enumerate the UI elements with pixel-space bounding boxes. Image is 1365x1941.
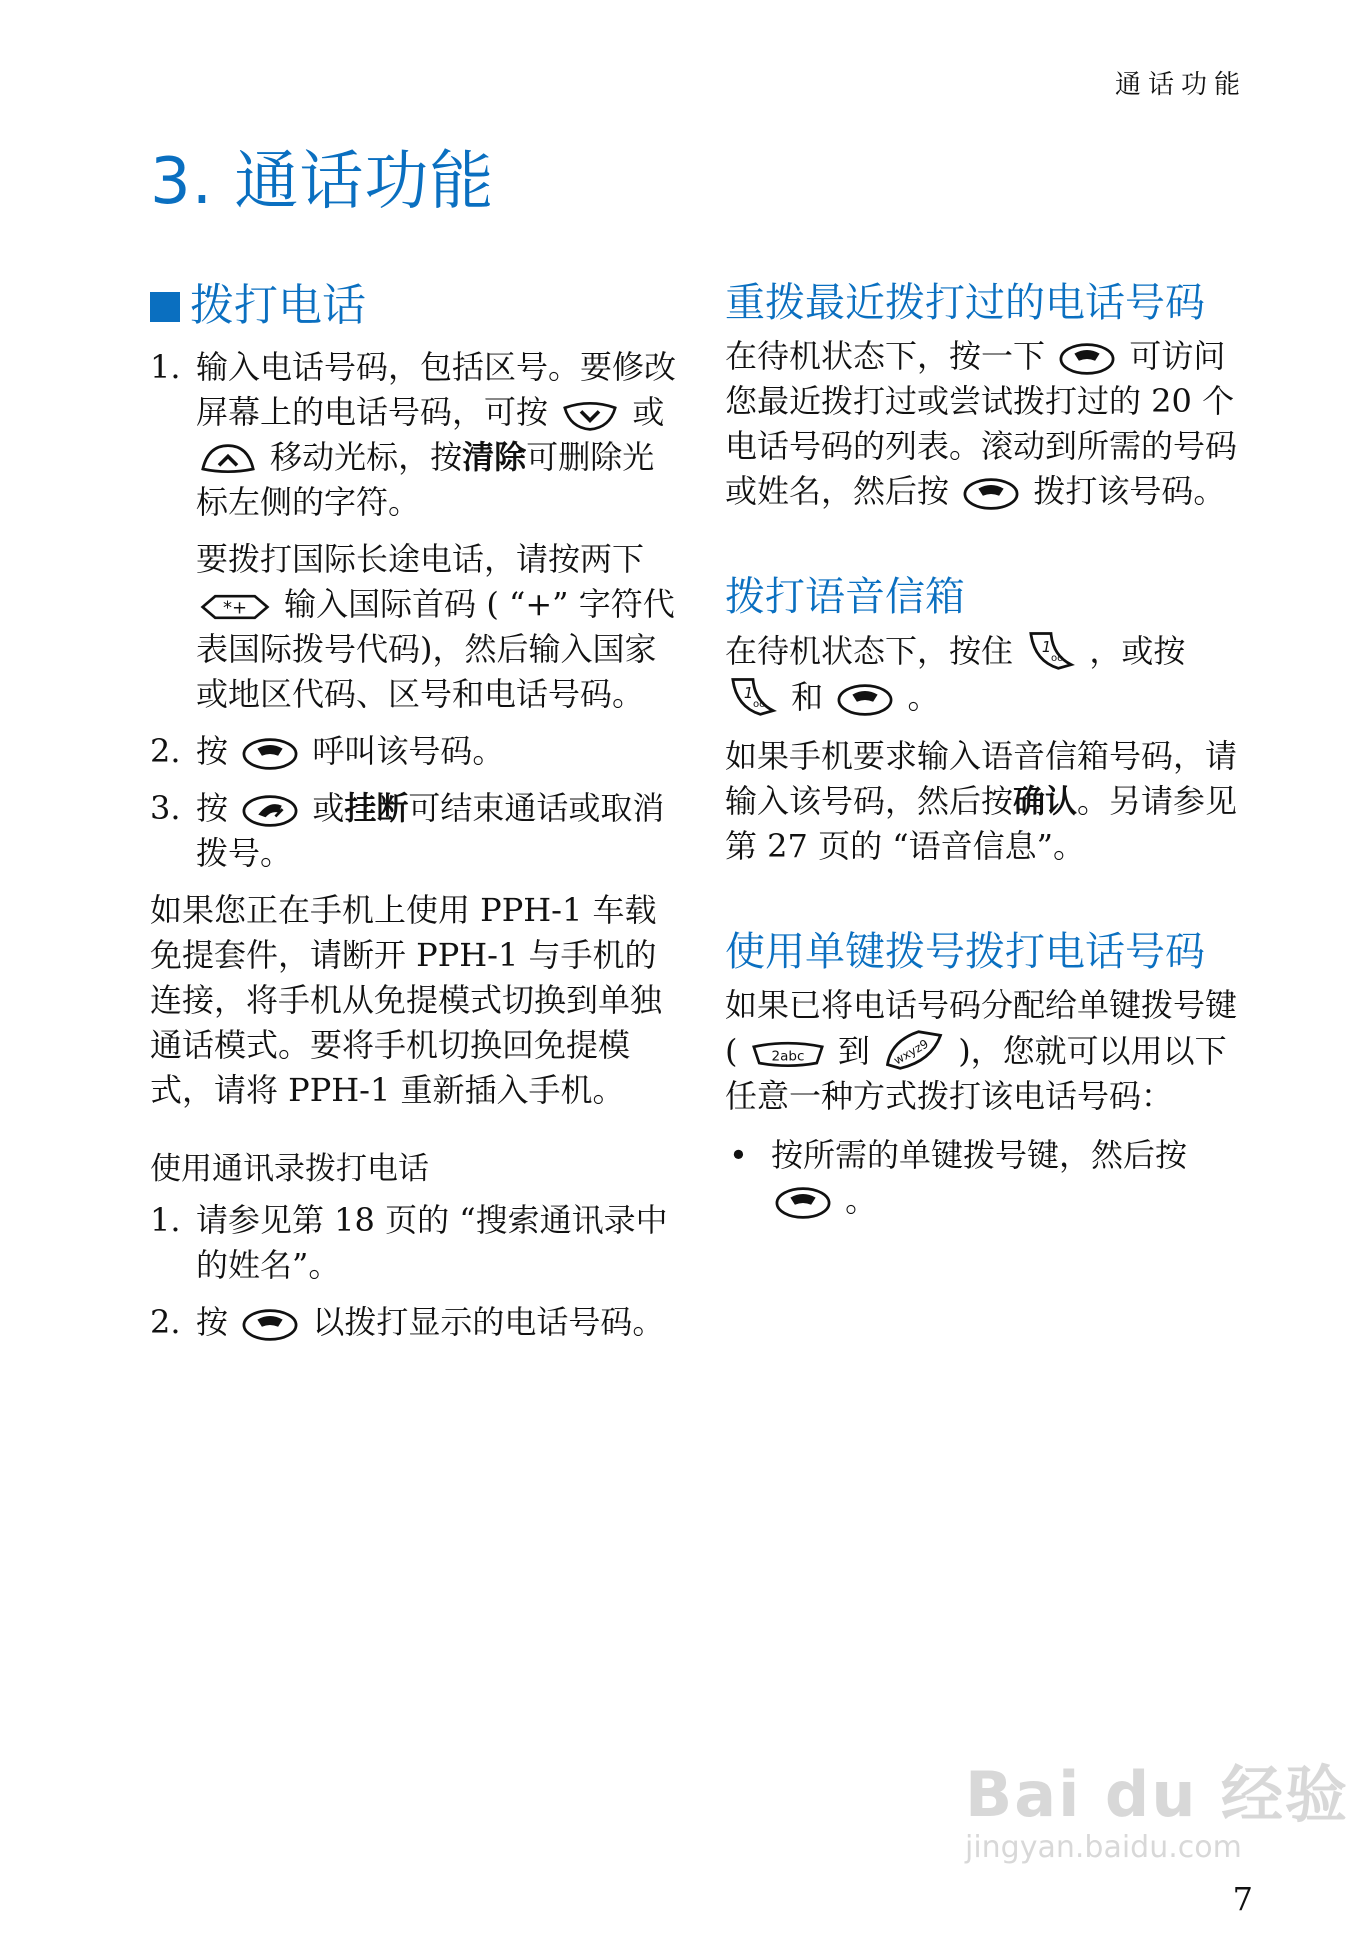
right-column	[725, 280, 1245, 1223]
two-key-icon	[750, 1036, 826, 1072]
call-key-icon	[835, 682, 895, 718]
scroll-down-key-icon	[560, 397, 620, 433]
one-key-icon	[1025, 628, 1077, 672]
call-key-icon	[240, 736, 300, 772]
scroll-up-key-icon	[198, 442, 258, 478]
page-number: 7	[1232, 1880, 1253, 1918]
list-item: 2. 按 呼叫该号码。	[150, 731, 505, 770]
end-key-icon	[240, 793, 300, 829]
list-item: 1. 请参见第 18 页的 “搜索通讯录中的姓名”。	[150, 1200, 668, 1284]
handsfree-paragraph: 如果您正在手机上使用 PPH-1 车载免提套件，请断开 PPH-1 与手机的连接，将手机从免提模式切换到单独通话模式。要将手机切换回免提模式，请将 PPH-1 重新插入手机。	[150, 890, 663, 1109]
baidu-watermark	[965, 1745, 1349, 1865]
one-key-icon	[727, 674, 779, 718]
call-key-icon	[240, 1307, 300, 1343]
phonebook-steps	[150, 1198, 680, 1345]
subheading-phonebook: 使用通讯录拨打电话	[150, 1150, 429, 1187]
call-key-icon	[961, 476, 1021, 512]
watermark-logo: Bai du 经验	[965, 1758, 1350, 1831]
international-call-note: 要拨打国际长途电话，请按两下 输入国际首码 ( “+” 字符代表国际拨号代码)，然后输入国家或地区代码、区号和电话号码。	[196, 539, 675, 713]
dial-steps-cont	[150, 729, 680, 876]
list-item: 3. 按 或挂断可结束通话或取消拨号。	[150, 788, 665, 872]
nine-key-icon	[882, 1028, 946, 1072]
redial-paragraph: 在待机状态下，按一下 可访问您最近拨打过或尝试拨打过的 20 个电话号码的列表。滚动到所需的号码或姓名，然后按 拨打该号码。	[725, 337, 1238, 510]
call-key-icon	[1057, 341, 1117, 377]
list-item: 2. 按 以拨打显示的电话号码。	[150, 1302, 665, 1341]
square-bullet-icon	[150, 292, 180, 322]
chapter-title: 3. 通话功能	[150, 145, 495, 219]
list-item: • 按所需的单键拨号键，然后按 。	[729, 1136, 1188, 1219]
call-key-icon	[773, 1185, 833, 1221]
star-plus-key-icon	[198, 589, 272, 625]
speed-dial-paragraph: 如果已将电话号码分配给单键拨号键 ( 到 )，您就可以用以下任意一种方式拨打该电话号码：	[725, 986, 1238, 1115]
section-heading-redial: 重拨最近拨打过的电话号码	[725, 280, 1205, 326]
voicemail-paragraph: 在待机状态下，按住 ，或按 和 。	[725, 628, 1245, 720]
section-heading-dial: 拨打电话	[150, 280, 680, 333]
list-item: 1. 输入电话号码，包括区号。要修改屏幕上的电话号码，可按 或 移动光标，按清除可删除光标左侧的字符。	[150, 347, 677, 521]
watermark-url: jingyan.baidu.com	[965, 1830, 1242, 1865]
speed-dial-bullets	[725, 1133, 1245, 1223]
dial-steps	[150, 345, 680, 525]
section-heading-speed-dial: 使用单键拨号拨打电话号码	[725, 929, 1205, 975]
section-heading-voicemail: 拨打语音信箱	[725, 574, 965, 620]
left-column	[150, 280, 680, 1357]
voicemail-number-paragraph: 如果手机要求输入语音信箱号码，请输入该号码，然后按确认。另请参见第 27 页的 “语音信息”。	[725, 737, 1238, 865]
running-header: 通话功能	[1114, 70, 1247, 100]
